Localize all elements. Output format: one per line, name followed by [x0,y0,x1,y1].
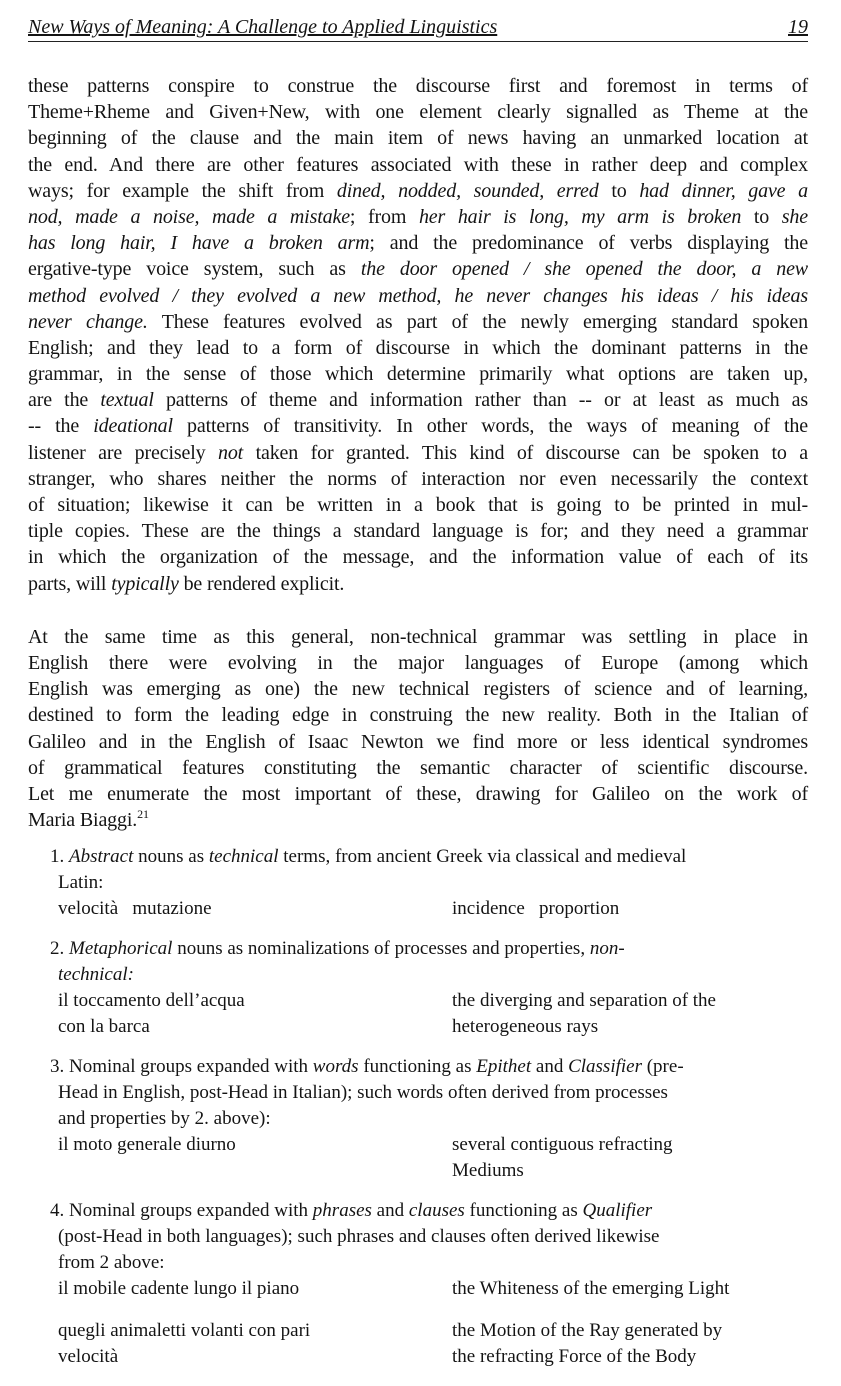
english-example-line: several contiguous refracting [452,1134,673,1155]
text-run: Maria Biaggi. [28,809,138,832]
text-run: English there were evolving in the major languages of Europe (among which [28,651,808,674]
italic-text: Qualifier [582,1200,653,1221]
text-line [28,676,808,702]
text-run: ; from [349,205,419,228]
text-line [28,335,808,361]
english-example-line: the Whiteness of the emerging Light [452,1278,730,1299]
text-run: nouns as [133,846,209,867]
page-number: 19 [788,16,808,38]
running-title: New Ways of Meaning: A Challenge to Applied Linguistics [28,16,498,38]
italic-text: never change. [28,310,148,333]
list-item-line [50,936,790,962]
italian-example [58,896,452,922]
example-row [58,896,790,922]
text-run: Latin: [58,872,104,893]
list-item-line [50,844,790,870]
text-run: ergative-type voice system, such as [28,258,361,281]
list-item-line [58,1080,790,1106]
example-row [58,1276,790,1302]
text-run: be rendered explicit. [178,572,345,595]
text-line [28,387,808,413]
english-example [452,896,619,922]
text-run: parts, will [28,572,112,595]
text-run: the end. And there are other features associated with these in rather deep and complex [28,153,808,176]
italic-text: dined, nodded, sounded, erred [336,179,599,202]
text-run: from 2 above: [58,1252,165,1273]
text-run: ways; for example the shift from [28,179,337,202]
text-run: patterns of transitivity. In other words, the ways of meaning of the [172,415,808,438]
numbered-list [50,844,790,1384]
english-example-line: heterogeneous rays [452,1016,599,1037]
text-run: Galileo and in the English of Isaac Newton we find more or less identical syndromes [28,730,808,753]
text-run: English was emerging as one) the new technical registers of science and of learning, [28,678,808,701]
paragraph [28,624,808,834]
english-example-line: incidence proportion [452,898,620,919]
example-row [58,1318,790,1370]
italic-text: ideational [93,415,173,438]
text-line [28,361,808,387]
english-example-line: the diverging and separation of the [452,990,716,1011]
text-line [28,178,808,204]
text-line [28,650,808,676]
italic-text: the door opened / she opened the door, a new [360,258,808,281]
italic-text: her hair is long, my arm is broken [418,205,742,228]
list-item-line [58,1224,790,1250]
text-line [28,73,808,99]
list-item-line [58,1106,790,1132]
text-run: to [741,205,782,228]
text-run: These features evolved as part of the newly emerging standard spoken [147,310,809,333]
italian-example-line: velocità mutazione [58,898,212,919]
italic-text: Metaphorical [69,938,173,959]
list-item-line [58,870,790,896]
text-run: functioning as [358,1056,477,1077]
text-run: grammar, in the sense of those which determine primarily what options are taken up, [28,363,808,386]
text-line [28,571,808,597]
text-run: destined to form the leading edge in construing the new reality. Both in the Italian of [28,704,808,727]
text-run: -- the [28,415,94,438]
text-run: in which the organization of the message, and the information value of each of its [28,546,808,569]
footnote-ref: 21 [137,807,149,822]
italian-example-line: il mobile cadente lungo il piano [58,1278,300,1299]
italic-text: she [781,205,808,228]
english-example [452,1276,729,1302]
text-run: to [598,179,640,202]
english-example-line: Mediums [452,1160,524,1181]
text-line [28,152,808,178]
italic-text: words [312,1056,359,1077]
text-run: of grammatical features constituting the semantic character of scientific discourse. [28,756,808,779]
text-line [28,99,808,125]
example-row [58,988,790,1040]
text-run: taken for granted. This kind of discourse can be spoken to a [243,441,808,464]
text-run: listener are precisely [28,441,218,464]
text-run: tiple copies. These are the things a standard language is for; and they need a grammar [28,520,808,543]
italian-example [58,1318,452,1370]
english-example-line: the refracting Force of the Body [452,1346,697,1367]
text-line [28,702,808,728]
italic-text: typically [111,572,179,595]
list-item-line [58,962,790,988]
text-line [28,256,808,282]
list-item [50,844,790,922]
text-run: (pre- [641,1056,684,1077]
text-run: and [371,1200,409,1221]
text-line [28,781,808,807]
italian-example [58,988,452,1040]
text-line [28,309,808,335]
text-run: patterns of theme and information rather than -- or at least as much as [153,389,808,412]
text-line [28,230,808,256]
text-run: nouns as nominalizations of processes and properties, [172,938,590,959]
running-header [28,14,808,42]
example-row [58,1132,790,1184]
italian-example-line: quegli animaletti volanti con pari [58,1320,311,1341]
italic-text: technical [208,846,279,867]
text-run: functioning as [464,1200,583,1221]
italic-text: Abstract [69,846,134,867]
text-run: Theme+Rheme and Given+New, with one element clearly signalled as Theme at the [28,101,808,124]
text-run: of situation; likewise it can be written in a book that is going to be printed in mul- [28,494,808,516]
paragraph [28,73,808,597]
text-line [28,544,808,570]
text-run: are the [28,389,101,412]
text-run: Let me enumerate the most important of these, drawing for Galileo on the work of [28,782,808,805]
text-run: 4. Nominal groups expanded with [50,1200,313,1221]
text-line [28,413,808,439]
text-run: beginning of the clause and the main item of news having an unmarked location at [28,127,808,150]
text-run: At the same time as this general, non-technical grammar was settling in place in [28,625,808,648]
text-run: 2. [50,938,69,959]
text-line [28,518,808,544]
italic-text: phrases [312,1200,372,1221]
italic-text: non- [589,938,625,959]
italic-text: not [217,441,244,464]
italic-text: textual [100,389,154,412]
italian-example-line: il toccamento dell’acqua [58,990,245,1011]
list-item-line [50,1198,790,1224]
text-run: 3. Nominal groups expanded with [50,1056,313,1077]
english-example [452,988,716,1040]
text-line [28,440,808,466]
text-line [28,624,808,650]
text-run: Head in English, post-Head in Italian); such words often derived from processes [58,1082,668,1103]
text-run: stranger, who shares neither the norms of interaction nor even necessarily the context [28,467,808,490]
italian-example-line: con la barca [58,1016,150,1037]
text-run: ; and the predominance of verbs displaying the [369,232,808,255]
italic-text: nod, made a noise, made a mistake [28,205,350,228]
list-item [50,1054,790,1184]
text-line [28,729,808,755]
text-line [28,755,808,781]
text-run: terms, from ancient Greek via classical and medieval [278,846,687,867]
text-run: and [531,1056,569,1077]
italian-example [58,1132,452,1184]
list-item-line [50,1054,790,1080]
italic-text: technical: [58,964,134,985]
text-run: (post-Head in both languages); such phrases and clauses often derived likewise [58,1226,660,1247]
english-example-line: the Motion of the Ray generated by [452,1320,723,1341]
text-run: these patterns conspire to construe the discourse first and foremost in terms of [28,75,808,97]
text-line [28,125,808,151]
italic-text: clauses [408,1200,465,1221]
italic-text: Classifier [568,1056,642,1077]
text-line [28,492,808,518]
english-example [452,1318,722,1370]
italic-text: Epithet [476,1056,532,1077]
italic-text: method evolved / they evolved a new method, he never changes his ideas / his ideas [28,284,808,307]
text-line [28,204,808,230]
text-line [28,466,808,492]
italic-text: had dinner, gave a [639,179,808,202]
body-text [28,73,808,860]
text-line [28,807,808,833]
english-example [452,1132,673,1184]
list-item-line [58,1250,790,1276]
italian-example [58,1276,452,1302]
text-run: and properties by 2. above): [58,1108,271,1129]
italian-example-line: velocità [58,1346,119,1367]
text-line [28,283,808,309]
list-item [50,1198,790,1370]
list-item [50,936,790,1040]
italic-text: has long hair, I have a broken arm [28,232,370,255]
text-run: English; and they lead to a form of discourse in which the dominant patterns in the [28,336,808,359]
italian-example-line: il moto generale diurno [58,1134,236,1155]
text-run: 1. [50,846,69,867]
